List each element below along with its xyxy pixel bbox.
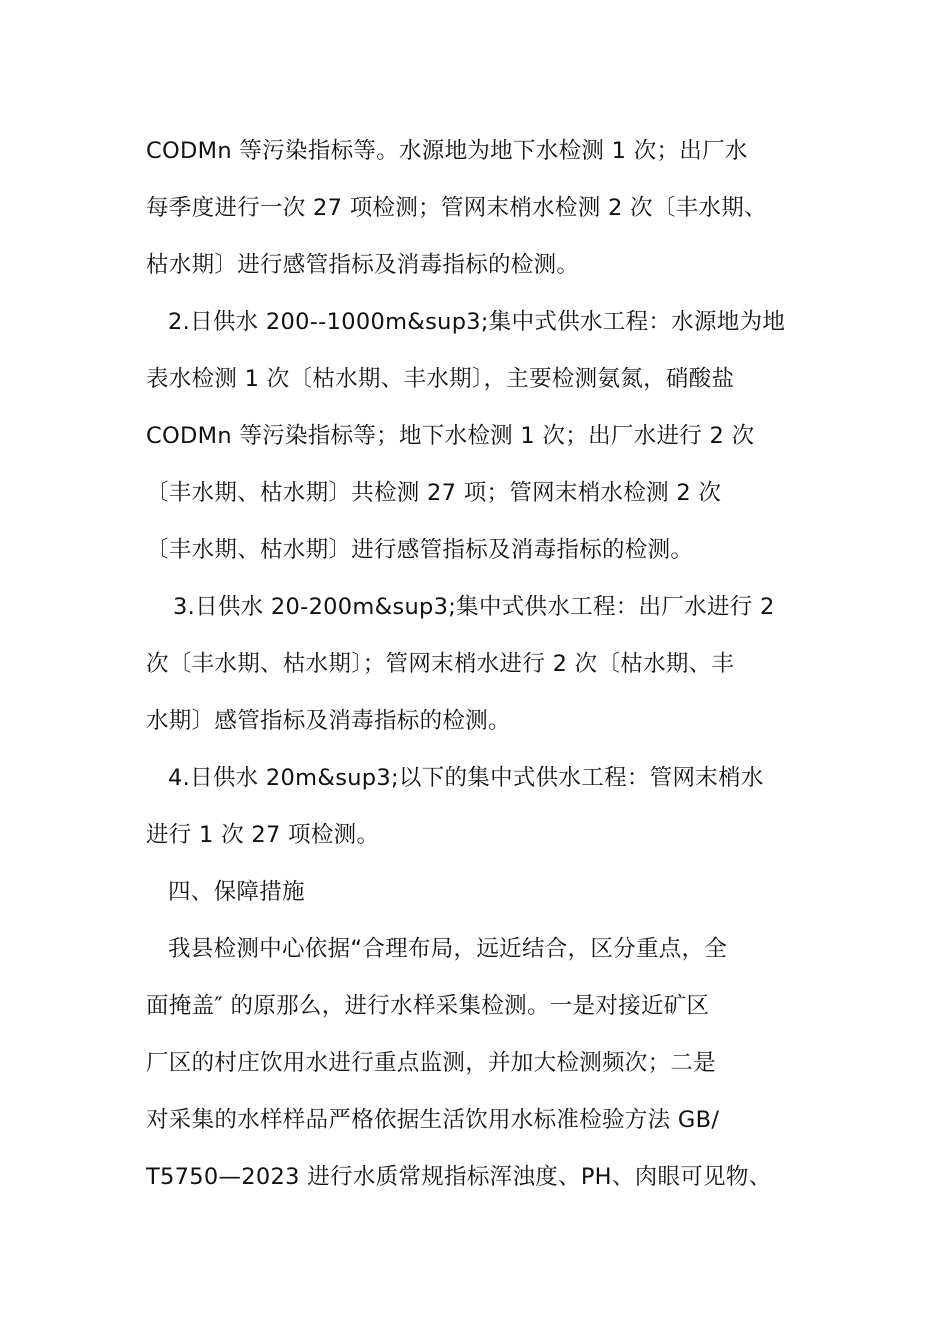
paragraph-line: 表水检测 1 次〔枯水期、丰水期〕，主要检测氨氮，硝酸盐 <box>146 366 735 392</box>
paragraph-line: 枯水期〕进行感管指标及消毒指标的检测。 <box>146 252 580 278</box>
paragraph-line: 每季度进行一次 27 项检测；管网末梢水检测 2 次〔丰水期、 <box>146 195 767 221</box>
paragraph-line: CODMn 等污染指标等。水源地为地下水检测 1 次；出厂水 <box>146 138 748 164</box>
paragraph-line: 次〔丰水期、枯水期〕；管网末梢水进行 2 次〔枯水期、丰 <box>146 651 735 677</box>
paragraph-line: T5750—2023 进行水质常规指标浑浊度、PH、肉眼可见物、 <box>146 1164 772 1190</box>
paragraph-line: 厂区的村庄饮用水进行重点监测，并加大检测频次；二是 <box>146 1050 717 1076</box>
paragraph-line: 〔丰水期、枯水期〕进行感管指标及消毒指标的检测。 <box>146 537 694 563</box>
paragraph-line: CODMn 等污染指标等；地下水检测 1 次；出厂水进行 2 次 <box>146 423 755 449</box>
paragraph-line: 2.日供水 200--1000m&sup3;集中式供水工程：水源地为地 <box>168 309 786 335</box>
paragraph-line: 4.日供水 20m&sup3;以下的集中式供水工程：管网末梢水 <box>168 765 764 791</box>
paragraph-line: 3.日供水 20-200m&sup3;集中式供水工程：出厂水进行 2 <box>173 594 775 620</box>
paragraph-line: 〔丰水期、枯水期〕共检测 27 项；管网末梢水检测 2 次 <box>146 480 722 506</box>
paragraph-line: 进行 1 次 27 项检测。 <box>146 822 380 848</box>
paragraph-line: 水期〕感管指标及消毒指标的检测。 <box>146 708 511 734</box>
paragraph-line: 面掩盖″ 的原那么，进行水样采集检测。一是对接近矿区 <box>146 993 710 1019</box>
section-heading: 四、保障措施 <box>168 879 305 905</box>
paragraph-line: 我县检测中心依据“合理布局，远近结合，区分重点，全 <box>168 936 728 962</box>
paragraph-line: 对采集的水样样品严格依据生活饮用水标准检验方法 GB/ <box>146 1107 720 1133</box>
